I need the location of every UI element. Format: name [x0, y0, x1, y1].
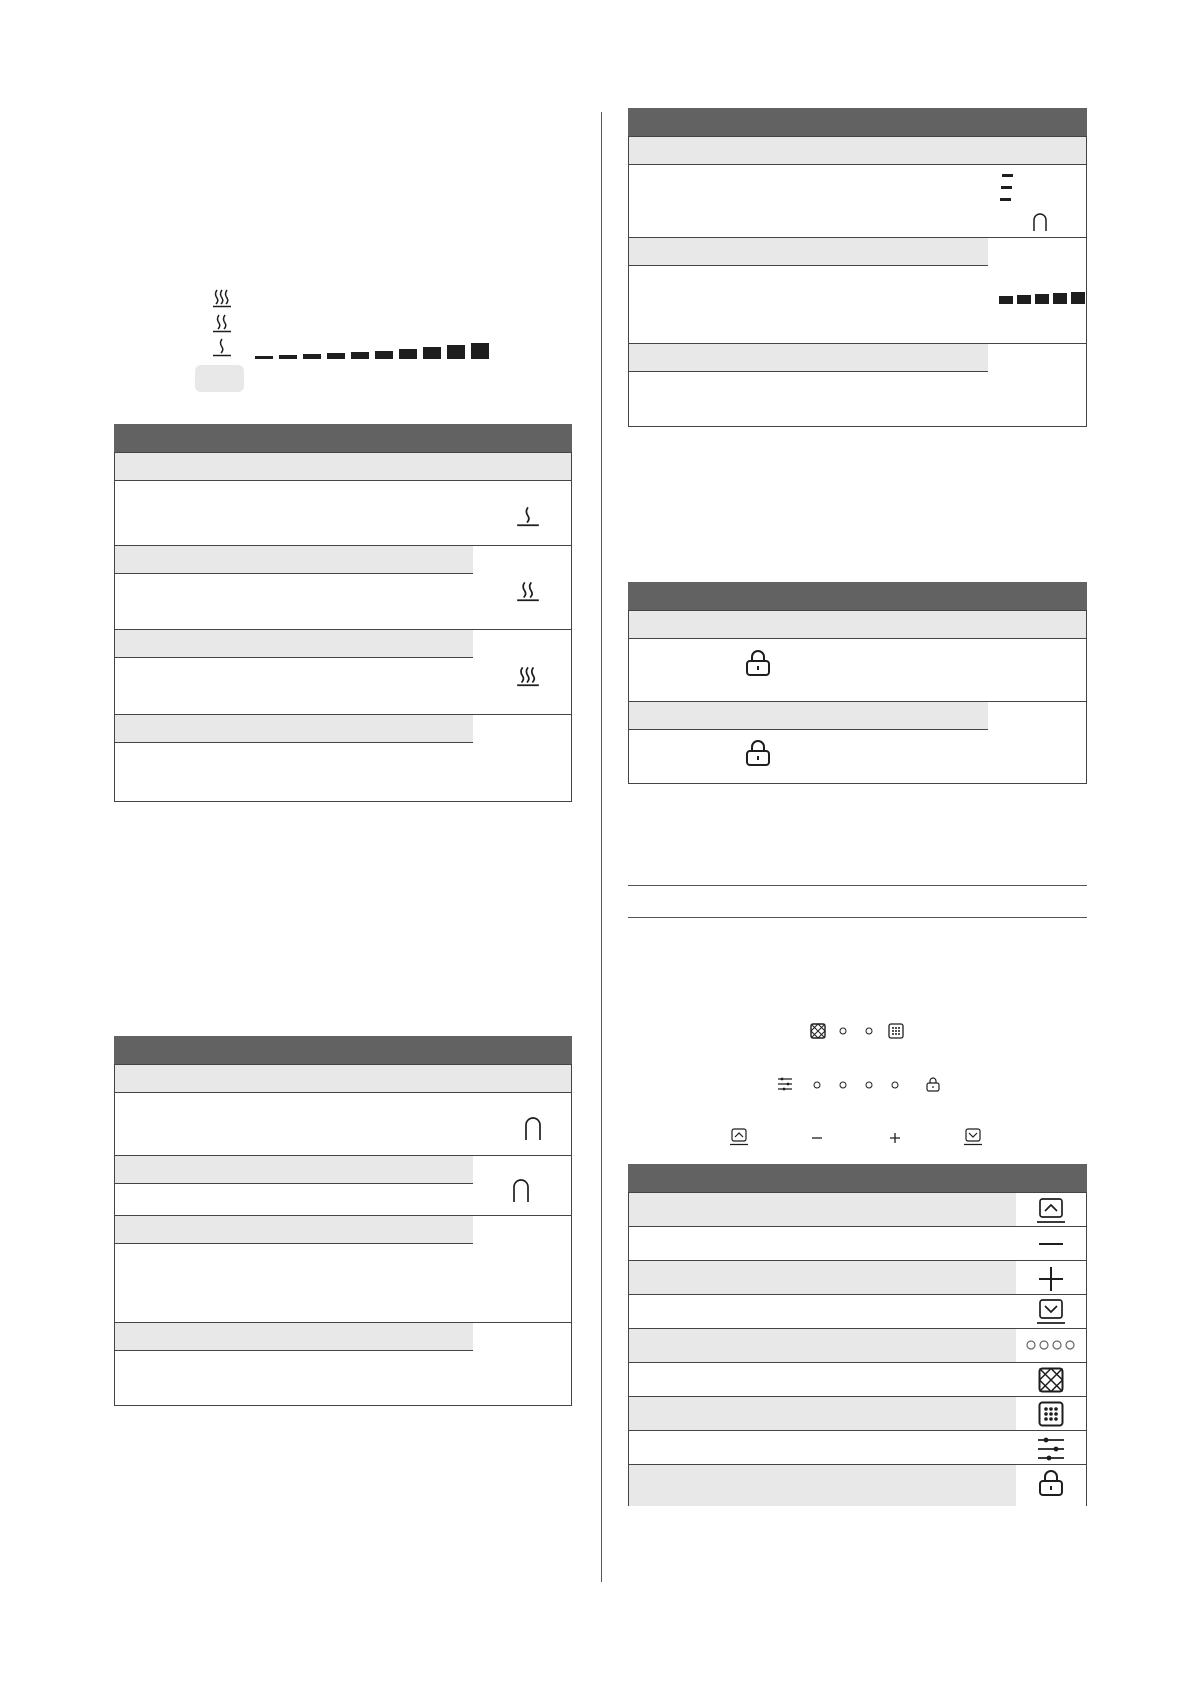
- zone-hatch-icon: [810, 1023, 826, 1039]
- bridge-table: [114, 1036, 572, 1406]
- legend-row: [629, 1396, 1086, 1430]
- legend-row: [629, 1192, 1086, 1226]
- table-band: [629, 701, 988, 730]
- settings-sliders-icon: [777, 1076, 793, 1092]
- heat-levels-table: [114, 424, 572, 802]
- table-band: [115, 714, 473, 743]
- legend-row: [629, 1464, 1086, 1506]
- table-header: [628, 582, 1087, 610]
- lock-icon: [925, 1076, 941, 1092]
- dot-icon: [839, 1027, 847, 1035]
- heat-3-icon: [515, 665, 541, 687]
- dot-icon: [865, 1027, 873, 1035]
- settings-sliders-icon: [1037, 1436, 1065, 1462]
- heat-1-icon: [515, 505, 541, 527]
- scroll-up-icon: [1036, 1198, 1066, 1224]
- key-shape: [195, 365, 244, 392]
- legend-row: [629, 1260, 1086, 1294]
- lock-icon: [744, 739, 772, 767]
- scroll-up-icon: [729, 1128, 749, 1146]
- column-divider: [601, 112, 602, 1582]
- bridge-display-table: [628, 108, 1087, 427]
- power-level-bar: [999, 291, 1085, 305]
- minus-icon: [810, 1131, 824, 1145]
- power-level-bar: [255, 338, 500, 360]
- table-header: [628, 1164, 1087, 1192]
- heat-1-icon: [210, 337, 234, 357]
- legend-row: [629, 1328, 1086, 1362]
- table-band: [629, 343, 988, 372]
- legend-row: [629, 1294, 1086, 1328]
- zone-hatch-icon: [1038, 1367, 1064, 1393]
- heat-3-icon: [210, 288, 234, 308]
- symbol-legend-table: [628, 1164, 1087, 1506]
- table-band: [115, 1215, 473, 1244]
- legend-row: [629, 1362, 1086, 1396]
- table-header: [114, 1036, 572, 1064]
- bridge-icon: [1032, 212, 1048, 232]
- zone-grid-icon: [888, 1023, 904, 1039]
- segment-display-icon: [999, 173, 1015, 203]
- table-band: [115, 545, 473, 574]
- section-rule: [628, 917, 1087, 918]
- table-band: [629, 136, 1086, 165]
- row-divider: [115, 1183, 473, 1184]
- table-band: [115, 1322, 473, 1351]
- table-band: [115, 1155, 473, 1184]
- lock-icon: [744, 649, 772, 677]
- lock-icon: [1037, 1469, 1065, 1497]
- dot-icon: [865, 1081, 873, 1089]
- legend-row: [629, 1226, 1086, 1260]
- plus-icon: [1038, 1266, 1064, 1292]
- table-band: [629, 237, 988, 266]
- heat-2-icon: [210, 313, 234, 333]
- scroll-down-icon: [1036, 1299, 1066, 1325]
- lock-table: [628, 582, 1087, 784]
- table-header: [114, 424, 572, 452]
- scroll-down-icon: [963, 1128, 983, 1146]
- table-band: [115, 1064, 571, 1093]
- plus-icon: [888, 1131, 902, 1145]
- table-band: [115, 452, 571, 481]
- bridge-icon: [511, 1177, 531, 1203]
- table-header: [628, 108, 1087, 136]
- bridge-icon: [523, 1115, 543, 1141]
- legend-row: [629, 1430, 1086, 1464]
- dot-icon: [839, 1081, 847, 1089]
- four-dots-icon: [1025, 1339, 1077, 1351]
- control-panel-illustration: [760, 1015, 1000, 1150]
- table-band: [629, 610, 1086, 639]
- minus-icon: [1038, 1233, 1064, 1255]
- dot-icon: [813, 1081, 821, 1089]
- section-rule: [628, 885, 1087, 886]
- table-band: [115, 629, 473, 658]
- heat-2-icon: [515, 580, 541, 602]
- dot-icon: [891, 1081, 899, 1089]
- zone-grid-icon: [1038, 1401, 1064, 1427]
- heat-level-illustration: [205, 285, 505, 395]
